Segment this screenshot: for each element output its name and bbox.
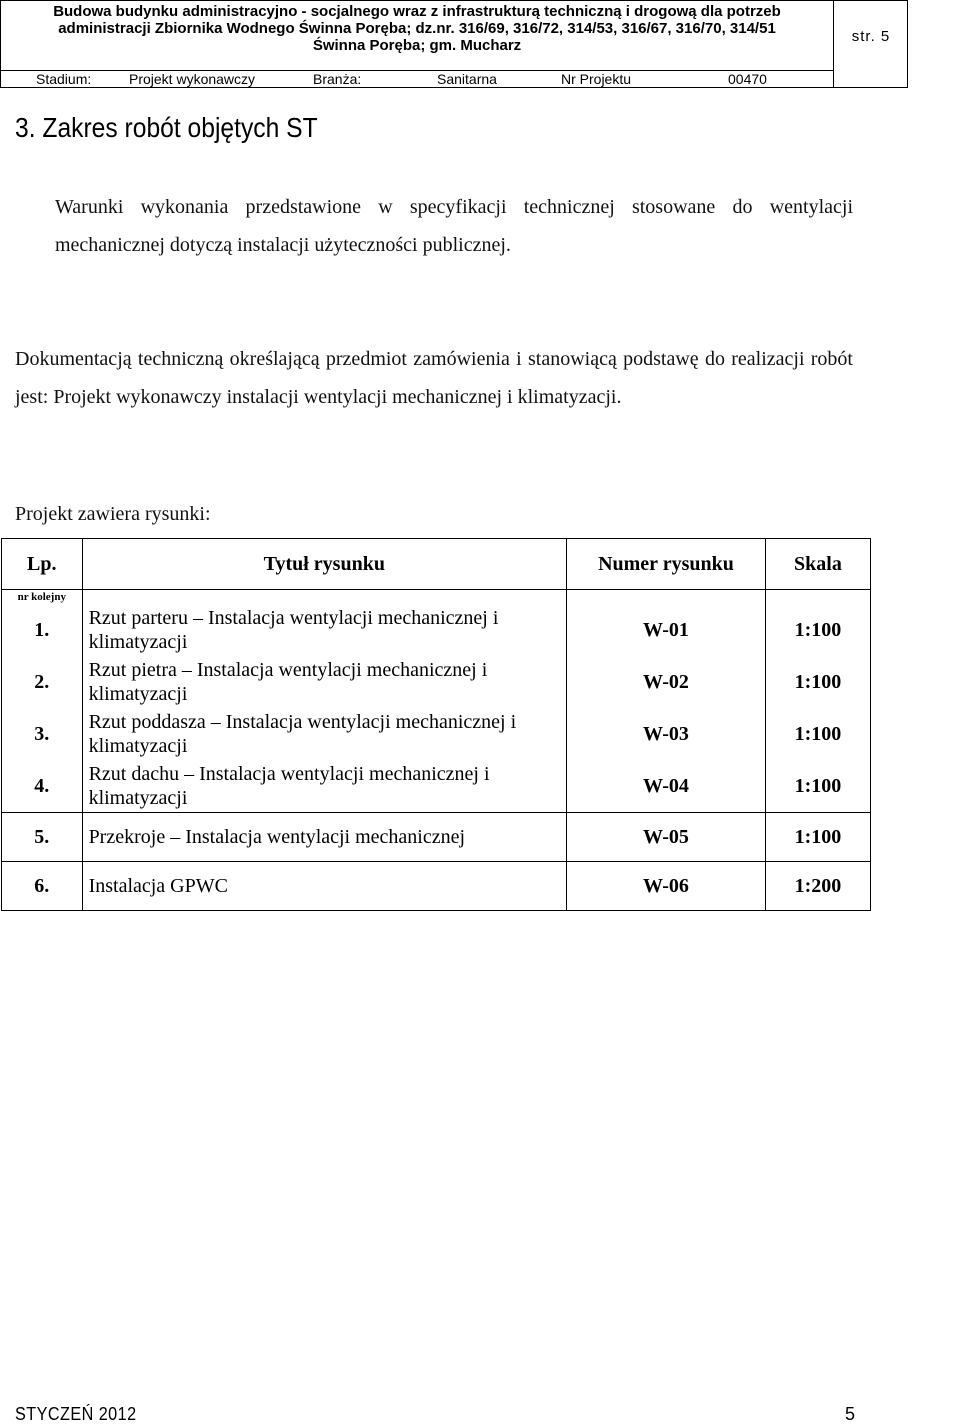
header-scale: Skala	[765, 539, 870, 590]
row-scale: 1:100	[765, 604, 870, 656]
row-number: W-02	[567, 656, 766, 708]
footer-page-number: 5	[844, 1404, 855, 1424]
paragraph-documentation: Dokumentacją techniczną określającą przedmiot zamówienia i stanowiącą podstawę do realizacji robót jest: Projekt wykonawczy instalacji wentylacji mechanicznej i klimatyzacji.	[15, 348, 853, 408]
table-row	[2, 656, 871, 708]
row-title: Rzut poddasza – Instalacja wentylacji mechanicznej i klimatyzacji	[82, 708, 566, 760]
table-header-row	[2, 539, 871, 590]
table-subheader-row	[2, 590, 871, 605]
row-title: Przekroje – Instalacja wentylacji mechanicznej	[82, 813, 566, 862]
table-row	[2, 604, 871, 656]
paragraph-drawings-intro: Projekt zawiera rysunki:	[15, 503, 211, 525]
row-number: W-06	[567, 862, 766, 911]
drawings-table	[1, 538, 871, 911]
page-header	[0, 0, 908, 88]
header-page-number: str. 5	[851, 27, 891, 45]
sublabel-nr: nr kolejny	[2, 590, 83, 605]
row-lp: 2.	[2, 656, 83, 708]
row-lp: 4.	[2, 760, 83, 813]
row-number: W-03	[567, 708, 766, 760]
row-title: Rzut pietra – Instalacja wentylacji mechanicznej i klimatyzacji	[82, 656, 566, 708]
row-number: W-01	[567, 604, 766, 656]
header-lp: Lp.	[2, 539, 83, 590]
row-lp: 5.	[2, 813, 83, 862]
empty-cell	[567, 590, 766, 605]
row-lp: 3.	[2, 708, 83, 760]
row-scale: 1:200	[765, 862, 870, 911]
empty-cell	[765, 590, 870, 605]
branza-label: Branża:	[313, 71, 362, 87]
branza-value: Sanitarna	[437, 71, 497, 87]
row-scale: 1:100	[765, 708, 870, 760]
project-number-label: Nr Projektu	[561, 71, 632, 87]
project-number-value: 00470	[728, 71, 767, 87]
row-scale: 1:100	[765, 813, 870, 862]
header-title-col: Tytuł rysunku	[82, 539, 566, 590]
header-meta	[1, 71, 834, 88]
paragraph-conditions: Warunki wykonania przedstawione w specyfikacji technicznej stosowane do wentylacji mechanicznej dotyczą instalacji użyteczności publicznej.	[55, 196, 853, 256]
empty-cell	[82, 590, 566, 605]
table-row	[2, 760, 871, 813]
row-number: W-04	[567, 760, 766, 813]
stadium-label: Stadium:	[36, 71, 92, 87]
row-scale: 1:100	[765, 760, 870, 813]
row-lp: 6.	[2, 862, 83, 911]
row-scale: 1:100	[765, 656, 870, 708]
row-title: Rzut dachu – Instalacja wentylacji mechanicznej i klimatyzacji	[82, 760, 566, 813]
row-lp: 1.	[2, 604, 83, 656]
header-title-line1: Budowa budynku administracyjno - socjalnego wraz z infrastrukturą techniczną i drogową dla potrzeb	[53, 3, 781, 20]
header-title-line3: Świnna Poręba; gm. Mucharz	[312, 37, 522, 54]
footer-date: STYCZEŃ 2012	[15, 1404, 137, 1424]
section-title: 3. Zakres robót objętych ST	[15, 112, 318, 143]
row-number: W-05	[567, 813, 766, 862]
stadium-value: Projekt wykonawczy	[129, 71, 256, 87]
table-row	[2, 708, 871, 760]
header-title	[1, 1, 834, 71]
header-number: Numer rysunku	[567, 539, 766, 590]
table-row	[2, 813, 871, 862]
table-row	[2, 862, 871, 911]
row-title: Rzut parteru – Instalacja wentylacji mechanicznej i klimatyzacji	[82, 604, 566, 656]
row-title: Instalacja GPWC	[82, 862, 566, 911]
header-title-line2: administracji Zbiornika Wodnego Świnna Poręba; dz.nr. 316/69, 316/72, 314/53, 316/67, 316/70, 314/51	[58, 20, 776, 37]
